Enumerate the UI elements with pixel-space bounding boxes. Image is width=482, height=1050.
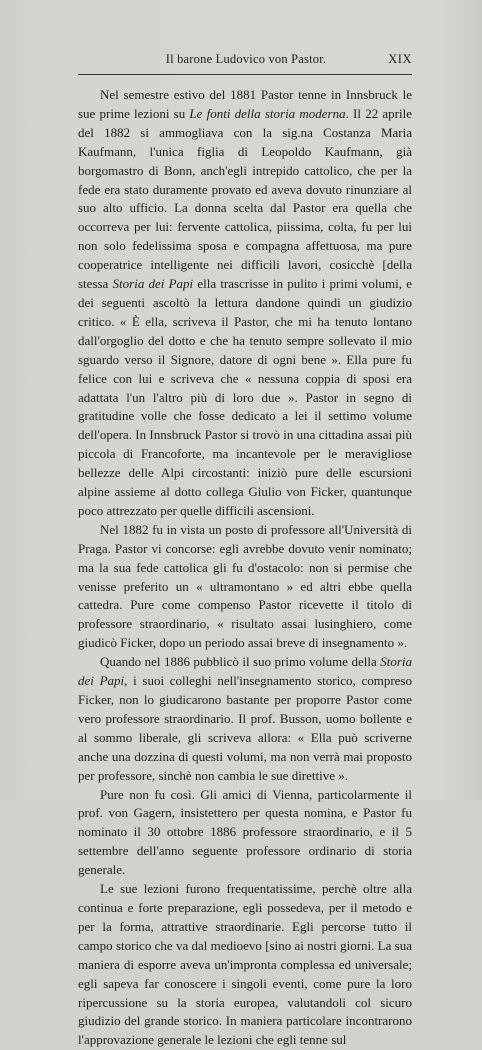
text-segment: Pure non fu così. Gli amici di Vienna, particolarmente il prof. von Gagern, insistettero per questa nomina, e Pastor fu nominato il 30 ottobre 1886 professore straordinario, e il 5 settembre dell'anno seguente professore ordinario di storia generale. <box>78 786 412 878</box>
text-segment: Quando nel 1886 pubblicò il suo primo volume della <box>100 654 381 670</box>
running-head <box>80 52 412 74</box>
italic-title-text: Le fonti della storia moderna <box>189 105 346 121</box>
text-segment: ella trascrisse in pulito i primi volumi, e dei seguenti ascoltò la lettura dandone quindi un giudizio critico. « È ella, scriveva il Pastor, che mi ha tenuto lontano dall'orgoglio del dotto e che ha tenuto sempre sollevato il mio sguardo verso il Signore, datore di ogni bene ». Ella pure fu felice con lui e scriveva che « nessuna coppia di sposi era adattata l'un l'altro più di loro due ». Pastor in segno di gratitudine volle che fosse dedicato a lei il settimo volume dell'opera. In Innsbruck Pastor si trovò in una cittadina assai più piccola di Francoforte, ma incantevole per le meravigliose bellezze delle Alpi circostanti: iniziò pure delle escursioni alpine assieme al dotto collega Giulio von Ficker, quantunque poco attrezzato per quelle difficili ascensioni. <box>78 276 412 518</box>
text-segment: Le sue lezioni furono frequentatissime, perchè oltre alla continua e forte preparazione, egli possedeva, per il metodo e per la forma, attrattive straordinarie. Egli percorse tutto il campo storico che va dal medioevo [sino ai nostri giorni. La sua maniera di esporre aveva un'impronta complessa ed universale; egli sapeva far conoscere i singoli eventi, come pure la loro ripercussione su la storia europea, valutandoli col sicuro giudizio del grande storico. In maniera particolare incontrarono l'approvazione generale le lezioni che egli tenne sul <box>78 881 412 1048</box>
paragraph <box>78 786 412 881</box>
italic-title-text: Storia dei Papi <box>112 276 194 292</box>
text-segment: Nel semestre estivo del 1881 Pastor tenne in Innsbruck le sue prime lezioni su <box>78 87 412 121</box>
paragraph <box>78 521 412 653</box>
page-number: XIX <box>388 52 412 66</box>
italic-title-text: Storia dei Papi <box>78 654 412 689</box>
paragraph <box>78 86 412 521</box>
text-segment: , i suoi colleghi nell'insegnamento storico, compreso Ficker, non lo giudicarono bastante per proporre Pastor come vero professore straordinario. Il prof. Busson, uomo bollente e al sommo liberale, gli scriveva allora: « Ella può scriverne anche una dozzina di questi volumi, ma non verrà mai proposto per professore, sinchè non cambia le sue direttive ». <box>78 673 412 783</box>
header-rule <box>78 74 412 75</box>
text-segment: Nel 1882 fu in vista un posto di professore all'Università di Praga. Pastor vi concorse: egli avrebbe dovuto venir nominato; ma la sua fede cattolica gli fu d'ostacolo: non si permise che venisse preferito un « ultramontano » ed altri ebbe quella cattedra. Pure come compenso Pastor ricevette il titolo di professore straordinario, « risultato assai lusinghiero, come giudicò Ficker, dopo un periodo assai breve di insegnamento ». <box>78 521 412 651</box>
running-head-title: Il barone Ludovico von Pastor. <box>165 52 327 66</box>
paragraph <box>78 653 412 785</box>
paragraph <box>78 880 412 1050</box>
text-segment: . Il 22 aprile del 1882 si ammogliava con la sig.na Costanza Maria Kaufmann, l'unica figlia di Leopoldo Kaufmann, già borgomastro di Bonn, anch'egli intrepido cattolico, che per la fede era stato duramente provato ed aveva dovuto rinunziare al suo alto ufficio. La donna scelta dal Pastor era quella che occorreva per lui: fervente cattolica, piissima, colta, fu per lui non solo fedelissima sposa e compagna affettuosa, ma pure cooperatrice intelligente nei difficili lavori, cosicchè [della stessa <box>78 105 412 292</box>
body-text <box>78 86 412 1048</box>
